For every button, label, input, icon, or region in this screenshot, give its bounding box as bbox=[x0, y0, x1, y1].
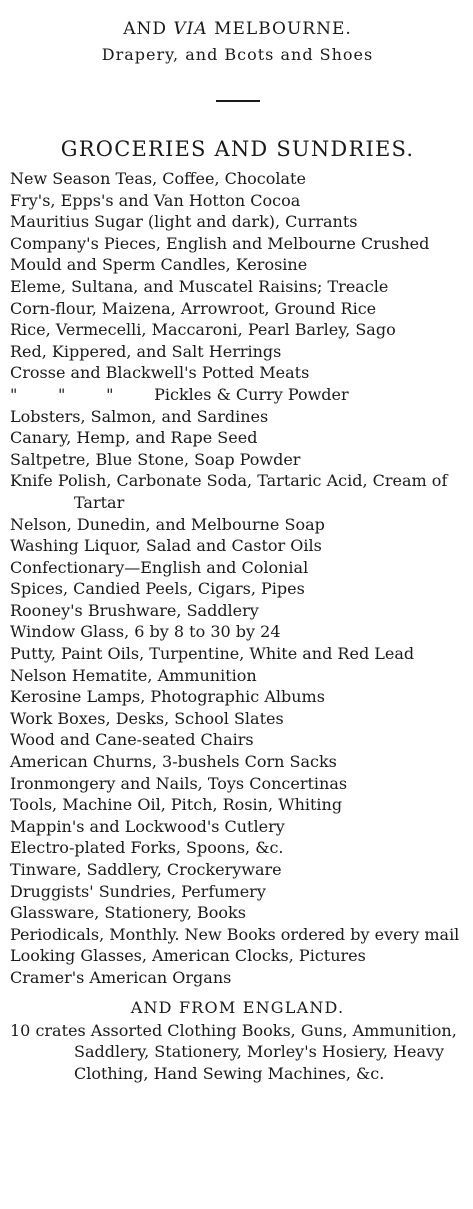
list-item: Kerosine Lamps, Photographic Albums bbox=[10, 687, 325, 707]
list-item: Knife Polish, Carbonate Soda, Tartaric Acid, Cream of Tartar bbox=[10, 471, 448, 512]
list-item: Putty, Paint Oils, Turpentine, White and Red Lead bbox=[10, 644, 415, 664]
list-item: Company's Pieces, English and Melbourne Crushed bbox=[10, 233, 430, 253]
list-item: Fry's, Epps's and Van Hotton Cocoa bbox=[10, 190, 301, 210]
heading-italic-via: VIA bbox=[173, 19, 208, 39]
list-item: Tinware, Saddlery, Crockeryware bbox=[10, 860, 282, 879]
list-item: American Churns, 3-bushels Corn Sacks bbox=[10, 752, 337, 772]
list-item: Wood and Cane-seated Chairs bbox=[10, 730, 254, 750]
list-item: Crosse and Blackwell's Potted Meats bbox=[10, 363, 310, 383]
list-item: Red, Kippered, and Salt Herrings bbox=[10, 341, 282, 361]
list-item: Lobsters, Salmon, and Sardines bbox=[10, 406, 269, 426]
list-item: Looking Glasses, American Clocks, Pictures bbox=[10, 946, 366, 966]
list-item: Washing Liquor, Salad and Castor Oils bbox=[10, 536, 322, 556]
list-item: Rice, Vermecelli, Maccaroni, Pearl Barley, Sago bbox=[10, 320, 396, 340]
list-item: New Season Teas, Coffee, Chocolate bbox=[10, 169, 306, 188]
list-item: Druggists' Sundries, Perfumery bbox=[10, 881, 266, 901]
list-item: Periodicals, Monthly. New Books ordered by every mail bbox=[10, 924, 460, 944]
list-item: Rooney's Brushware, Saddlery bbox=[10, 600, 259, 620]
list-item: Work Boxes, Desks, School Slates bbox=[10, 708, 284, 728]
list-item: Mould and Sperm Candles, Kerosine bbox=[10, 255, 308, 275]
subtitle-drapery: Drapery, and Bcots and Shoes bbox=[101, 45, 374, 64]
list-item: Corn-flour, Maizena, Arrowroot, Ground Rice bbox=[10, 298, 377, 318]
heading-prefix: AND bbox=[123, 19, 174, 39]
list-item: Nelson, Dunedin, and Melbourne Soap bbox=[10, 514, 325, 534]
list-item: Confectionary—English and Colonial bbox=[10, 557, 309, 577]
list-item: Cramer's American Organs bbox=[10, 967, 232, 987]
list-item: " " " Pickles & Curry Powder bbox=[10, 384, 349, 404]
list-item: Tools, Machine Oil, Pitch, Rosin, Whiting bbox=[10, 795, 343, 815]
list-item: Glassware, Stationery, Books bbox=[10, 903, 246, 923]
heading-suffix: MELBOURNE. bbox=[207, 19, 352, 39]
england-item: 10 crates Assorted Clothing Books, Guns, Ammunition, Saddlery, Stationery, Morley's Hosiery, Heavy Clothing, Hand Sewing Machines, &c. bbox=[10, 1020, 457, 1083]
list-item: Spices, Candied Peels, Cigars, Pipes bbox=[10, 579, 305, 599]
list-item: Window Glass, 6 by 8 to 30 by 24 bbox=[10, 622, 281, 642]
list-item: Canary, Hemp, and Rape Seed bbox=[10, 428, 258, 448]
list-item: Eleme, Sultana, and Muscatel Raisins; Treacle bbox=[10, 276, 389, 296]
heading-via-melbourne bbox=[10, 18, 465, 40]
list-item: Ironmongery and Nails, Toys Concertinas bbox=[10, 773, 348, 793]
heading-from-england: AND FROM ENGLAND. bbox=[130, 997, 345, 1017]
list-item: Mauritius Sugar (light and dark), Currants bbox=[10, 212, 358, 232]
list-item: Electro-plated Forks, Spoons, &c. bbox=[10, 838, 284, 858]
list-item: Mappin's and Lockwood's Cutlery bbox=[10, 816, 285, 836]
section-divider-rule bbox=[216, 100, 260, 102]
heading-groceries-and-sundries: GROCERIES AND SUNDRIES. bbox=[60, 137, 415, 161]
list-item: Saltpetre, Blue Stone, Soap Powder bbox=[10, 449, 301, 469]
list-item: Nelson Hematite, Ammunition bbox=[10, 665, 257, 685]
item-list bbox=[10, 168, 465, 989]
